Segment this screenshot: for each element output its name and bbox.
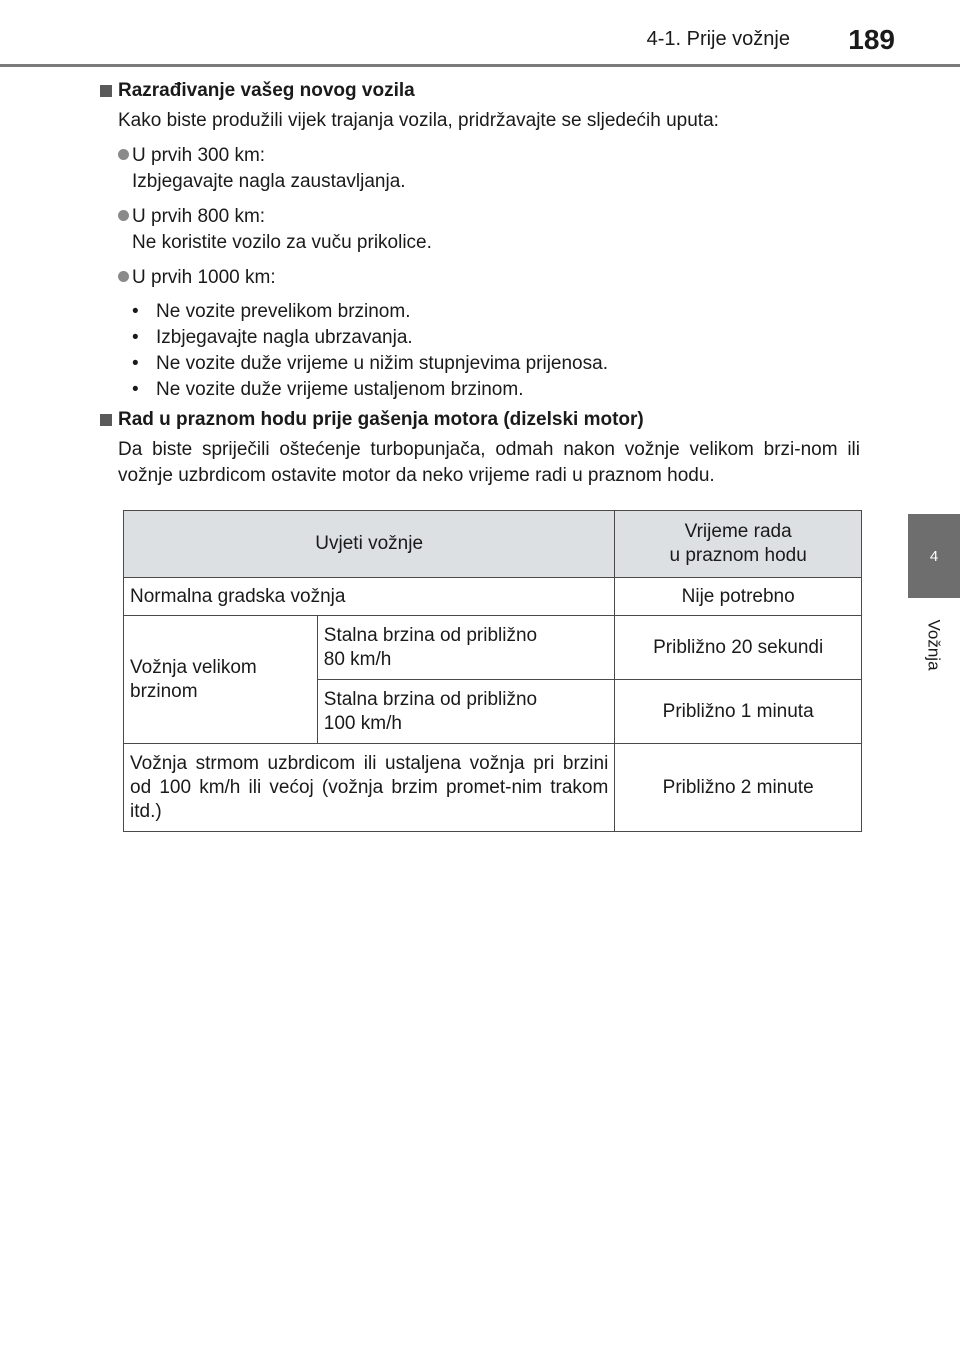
section-heading-idle: [100, 407, 860, 433]
circle-bullet-icon: [118, 210, 129, 221]
list-item-text: Ne koristite vozilo za vuču prikolice.: [132, 232, 432, 253]
circle-bullet-icon: [118, 149, 129, 160]
table-cell: Nije potrebno: [615, 578, 862, 616]
list-item: [118, 265, 860, 291]
section-heading-text: Rad u praznom hodu prije gašenja motora (dizelski motor): [118, 409, 644, 430]
section-heading-break-in: [100, 78, 860, 104]
chapter-tab[interactable]: [908, 514, 960, 598]
table-cell: Vožnja strmom uzbrdicom ili ustaljena vožnja pri brzini od 100 km/h ili većoj (vožnja brzim promet-nim trakom itd.): [124, 744, 615, 832]
table-cell: Normalna gradska vožnja: [124, 578, 615, 616]
chapter-tab-label: [908, 600, 960, 690]
sub-list-item: • Ne vozite duže vrijeme u nižim stupnjevima prijenosa.: [132, 353, 608, 374]
table-cell-group: Vožnja velikom brzinom: [124, 616, 318, 744]
list-item: [118, 143, 860, 195]
idle-time-table: [123, 510, 862, 832]
section-heading-text: Razrađivanje vašeg novog vozila: [118, 80, 415, 101]
table-cell: Stalna brzina od približno 100 km/h: [317, 680, 615, 744]
chapter-title: 4-1. Prije vožnje: [646, 28, 790, 50]
circle-bullet-icon: [118, 271, 129, 282]
table-header-idle-time: Vrijeme rada u praznom hodu: [615, 511, 862, 578]
page-number: 189: [848, 24, 895, 55]
table-cell: Približno 20 sekundi: [615, 616, 862, 680]
sub-list-item: • Izbjegavajte nagla ubrzavanja.: [132, 327, 413, 348]
list-item: [118, 204, 860, 256]
sub-list-item: • Ne vozite duže vrijeme ustaljenom brzinom.: [132, 379, 524, 400]
square-bullet-icon: [100, 414, 112, 426]
table-cell: Približno 2 minute: [615, 744, 862, 832]
list-item-title: U prvih 1000 km:: [132, 267, 276, 288]
table-header-row: [124, 511, 862, 578]
list-item-text: Izbjegavajte nagla zaustavljanja.: [132, 171, 406, 192]
page-content: [100, 78, 860, 489]
sub-list: [132, 299, 860, 403]
table-cell: Stalna brzina od približno 80 km/h: [317, 616, 615, 680]
chapter-tab-label-text: Vožnja: [924, 619, 944, 671]
list-item-title: U prvih 300 km:: [132, 145, 266, 166]
list-item-title: U prvih 800 km:: [132, 206, 266, 227]
section-intro: Kako biste produžili vijek trajanja vozila, pridržavajte se sljedećih uputa:: [118, 110, 719, 131]
table-row: [124, 578, 862, 616]
chapter-tab-number: 4: [929, 547, 939, 565]
table-header-conditions: Uvjeti vožnje: [124, 511, 615, 578]
table-cell: Približno 1 minuta: [615, 680, 862, 744]
table-row: [124, 744, 862, 832]
sub-list-item: • Ne vozite prevelikom brzinom.: [132, 301, 411, 322]
square-bullet-icon: [100, 85, 112, 97]
table-row: [124, 616, 862, 680]
section-paragraph: Da biste spriječili oštećenje turbopunjača, odmah nakon vožnje velikom brzi-nom ili vožnje uzbrdicom ostavite motor da neko vrijeme radi u praznom hodu.: [118, 439, 860, 486]
header-divider: [0, 64, 960, 67]
